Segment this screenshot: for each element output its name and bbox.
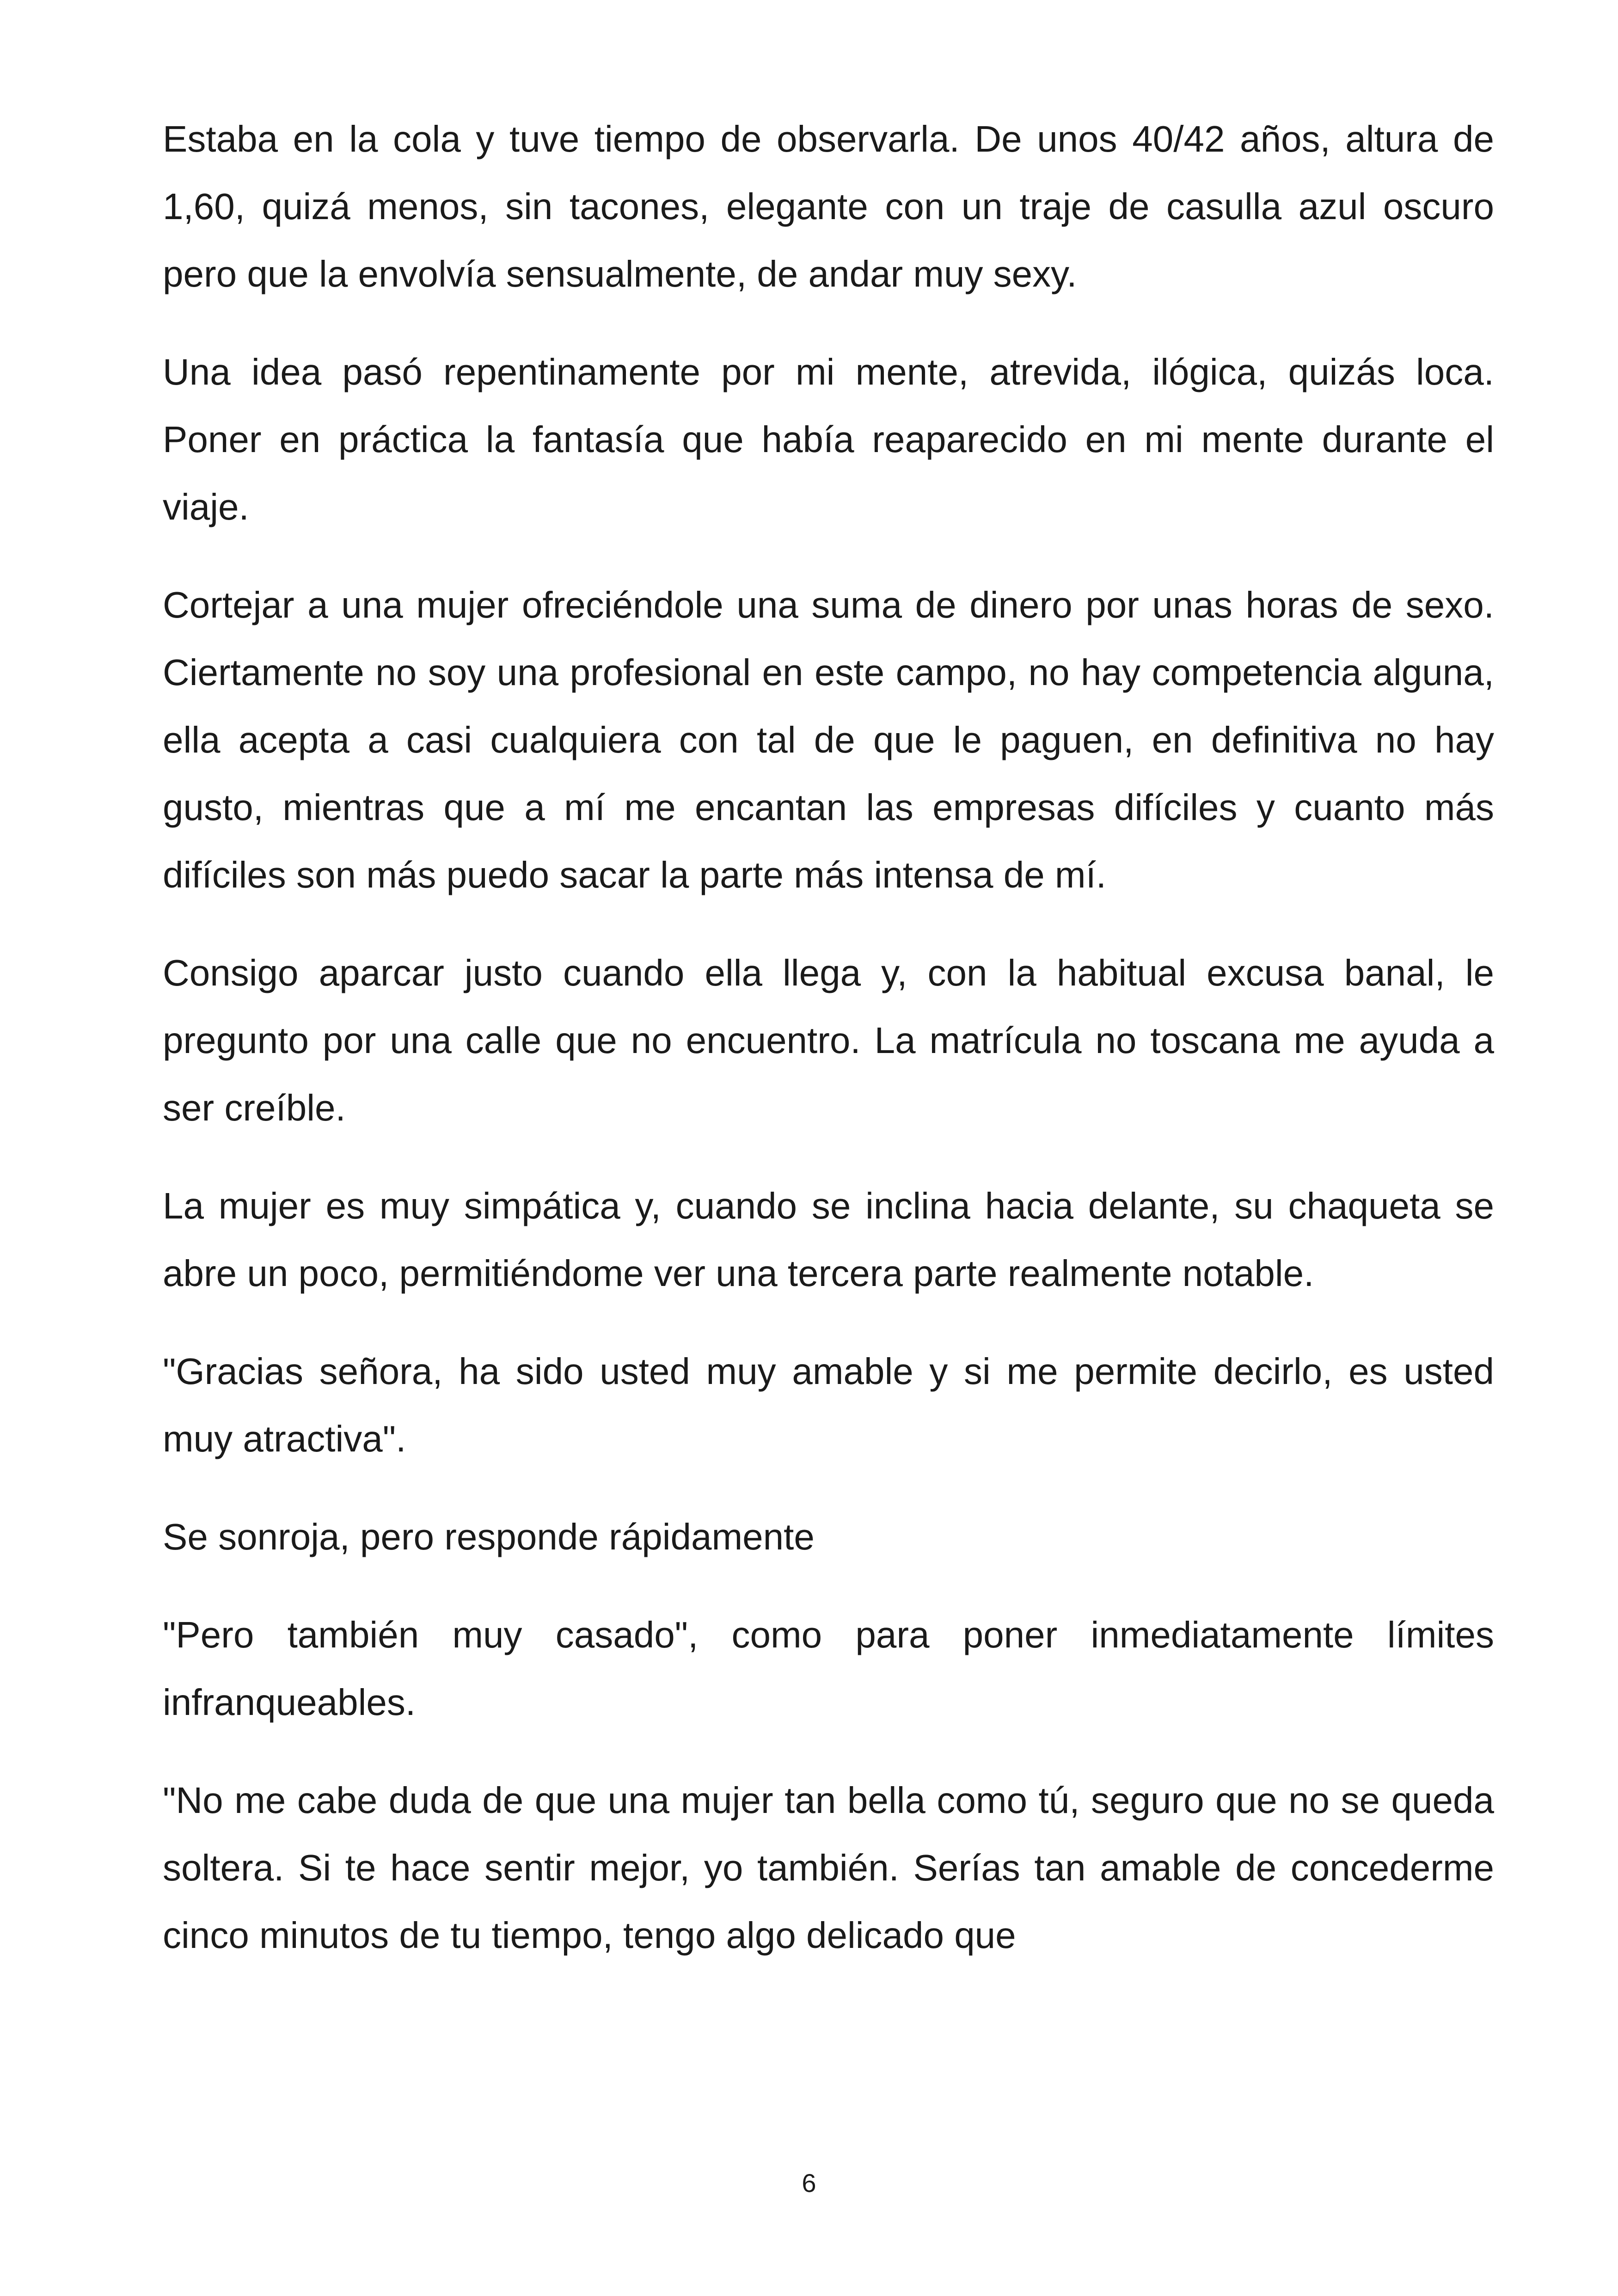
paragraph-3: Cortejar a una mujer ofreciéndole una suma de dinero por unas horas de sexo. Ciertamente no soy una profesional en este campo, no hay competencia alguna, ella acepta a casi cualquiera con tal de que le paguen, en definitiva no hay gusto, mientras que a mí me encantan las empresas difíciles y cuanto más difíciles son más puedo sacar la parte más intensa de mí. bbox=[163, 584, 1494, 895]
paragraph-4: Consigo aparcar justo cuando ella llega y, con la habitual excusa banal, le pregunto por una calle que no encuentro. La matrícula no toscana me ayuda a ser creíble. bbox=[163, 952, 1494, 1128]
paragraph-8: "Pero también muy casado", como para poner inmediatamente límites infranqueables. bbox=[163, 1614, 1494, 1723]
body-text bbox=[163, 105, 1494, 2000]
paragraph-1: Estaba en la cola y tuve tiempo de observarla. De unos 40/42 años, altura de 1,60, quizá menos, sin tacones, elegante con un traje de casulla azul oscuro pero que la envolvía sensualmente, de andar muy sexy. bbox=[163, 118, 1494, 294]
paragraph-7: Se sonroja, pero responde rápidamente bbox=[163, 1516, 815, 1557]
paragraph-6: "Gracias señora, ha sido usted muy amable y si me permite decirlo, es usted muy atractiva". bbox=[163, 1351, 1494, 1459]
paragraph-5: La mujer es muy simpática y, cuando se inclina hacia delante, su chaqueta se abre un poco, permitiéndome ver una tercera parte realmente notable. bbox=[163, 1185, 1494, 1294]
page-number: 6 bbox=[802, 2168, 816, 2198]
paragraph-2: Una idea pasó repentinamente por mi mente, atrevida, ilógica, quizás loca. Poner en práctica la fantasía que había reaparecido en mi mente durante el viaje. bbox=[163, 351, 1494, 527]
paragraph-9: "No me cabe duda de que una mujer tan bella como tú, seguro que no se queda soltera. Si te hace sentir mejor, yo también. Serías tan amable de concederme cinco minutos de tu tiempo, tengo algo delicado que bbox=[163, 1780, 1494, 1956]
